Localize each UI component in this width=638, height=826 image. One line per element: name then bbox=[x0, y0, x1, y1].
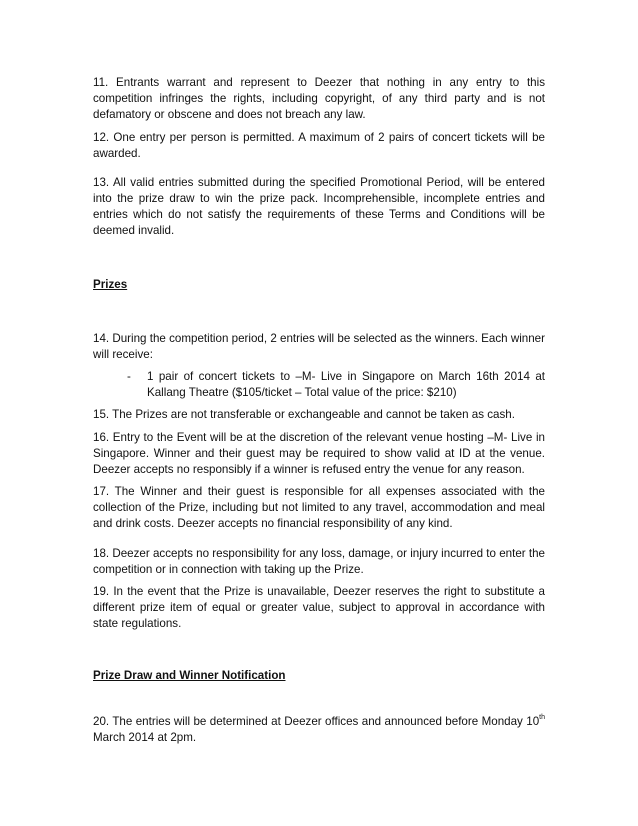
document-page bbox=[93, 75, 545, 746]
clause-15: 15. The Prizes are not transferable or exchangeable and cannot be taken as cash. bbox=[93, 408, 515, 421]
clause-16: 16. Entry to the Event will be at the discretion of the relevant venue hosting –M- Live in Singapore. Winner and their guest may be required to show valid at ID at the venue. Deezer accepts no responsibly if a winner is refused entry the venue for any reason. bbox=[93, 431, 545, 476]
heading-prize-draw: Prize Draw and Winner Notification bbox=[93, 669, 286, 682]
bullet-dash: - bbox=[127, 370, 131, 383]
clause-13: 13. All valid entries submitted during the specified Promotional Period, will be entered into the prize draw to win the prize pack. Incomprehensible, incomplete entries and entries which do not satisfy the requirements of these Terms and Conditions will be deemed invalid. bbox=[93, 176, 545, 237]
clause-20-text-end: March 2014 at 2pm. bbox=[93, 731, 197, 744]
clause-20-text-start: 20. The entries will be determined at Deezer offices and announced before Monday 10 bbox=[93, 715, 540, 728]
heading-prizes: Prizes bbox=[93, 278, 128, 291]
clause-20 bbox=[93, 714, 545, 746]
clause-11: 11. Entrants warrant and represent to Deezer that nothing in any entry to this competition infringes the rights, including copyright, of any third party and is not defamatory or obscene and does not breach any law. bbox=[93, 76, 545, 121]
clause-18: 18. Deezer accepts no responsibility for any loss, damage, or injury incurred to enter the competition or in connection with taking up the Prize. bbox=[93, 547, 545, 576]
prize-bullet-text: 1 pair of concert tickets to –M- Live in Singapore on March 16th 2014 at Kallang Theatre ($105/ticket – Total value of the price: $210) bbox=[147, 370, 545, 399]
ordinal-suffix: th bbox=[539, 714, 545, 722]
clause-19: 19. In the event that the Prize is unavailable, Deezer reserves the right to substitute a different prize item of equal or greater value, subject to approval in accordance with state regulations. bbox=[93, 585, 545, 630]
clause-12: 12. One entry per person is permitted. A maximum of 2 pairs of concert tickets will be awarded. bbox=[93, 131, 545, 160]
clause-17: 17. The Winner and their guest is responsible for all expenses associated with the collection of the Prize, including but not limited to any travel, accommodation and meal and drink costs. Deezer accepts no financial responsibility of any kind. bbox=[93, 485, 545, 530]
prize-bullet-item bbox=[127, 369, 545, 401]
clause-14: 14. During the competition period, 2 entries will be selected as the winners. Each winner will receive: bbox=[93, 332, 545, 361]
